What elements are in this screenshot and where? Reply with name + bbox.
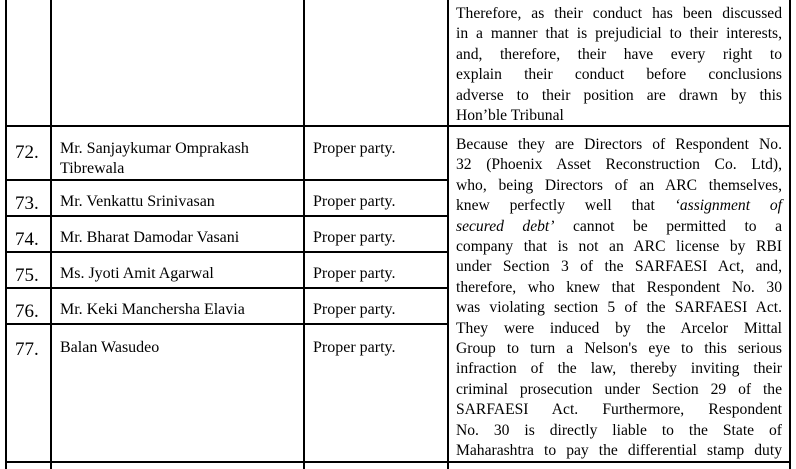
reason-line: under Section 3 of the SARFAESI Act, and, bbox=[456, 258, 782, 276]
reason-line: SARFAESI Act. Furthermore, Respondent bbox=[456, 401, 782, 419]
table-border-left bbox=[5, 0, 7, 469]
top-reason-cell bbox=[456, 4, 782, 126]
party-status: Proper party. bbox=[313, 193, 396, 210]
quoted-phrase: secured debt’ bbox=[456, 217, 555, 235]
reason-line: company that is not an ARC license by RBI bbox=[456, 238, 782, 256]
party-status: Proper party. bbox=[313, 339, 396, 356]
reason-line-with-quote bbox=[456, 196, 782, 216]
column-divider-name bbox=[303, 0, 305, 469]
reason-line: Therefore, as their conduct has been discussed bbox=[456, 5, 782, 22]
reason-line: and, therefore, their have every right to bbox=[456, 45, 782, 63]
reason-line: 32 (Phoenix Asset Reconstruction Co. Ltd), bbox=[456, 156, 782, 174]
reason-text: knew perfectly well that bbox=[456, 197, 655, 215]
party-name: Mr. Sanjaykumar Omprakash bbox=[60, 140, 249, 157]
row-number: 75. bbox=[15, 265, 39, 286]
bottom-reason-cell bbox=[456, 135, 782, 462]
reason-line-with-quote bbox=[456, 217, 782, 237]
row-number: 77. bbox=[15, 339, 39, 360]
reason-line: Hon’ble Tribunal bbox=[456, 107, 564, 125]
reason-line: Maharashtra to pay the differential stamp duty bbox=[456, 442, 782, 460]
row-divider bbox=[5, 179, 449, 181]
row-number: 74. bbox=[15, 229, 39, 250]
party-status: Proper party. bbox=[313, 265, 396, 282]
reason-text: cannot be permitted to a bbox=[572, 217, 783, 235]
reason-line: in a manner that is prejudicial to their interests, bbox=[456, 25, 782, 43]
reason-line: explain their conduct before conclusions bbox=[456, 66, 782, 84]
column-divider-number bbox=[50, 0, 52, 469]
reason-line: therefore, who knew that Respondent No. 30 bbox=[456, 278, 782, 296]
reason-line: who, being Directors of an ARC themselves, bbox=[456, 176, 782, 194]
row-divider bbox=[5, 251, 449, 253]
reason-line: Group to turn a Nelson's eye to this serious bbox=[456, 340, 782, 358]
row-number: 73. bbox=[15, 193, 39, 214]
quoted-phrase: ‘assignment of bbox=[674, 197, 782, 215]
row-number: 76. bbox=[15, 301, 39, 322]
reason-line: Because they are Directors of Respondent No. bbox=[456, 136, 782, 153]
row-divider bbox=[5, 215, 449, 217]
party-name: Mr. Keki Manchersha Elavia bbox=[60, 301, 245, 318]
column-divider-status bbox=[447, 0, 449, 469]
reason-line: They were induced by the Arcelor Mittal bbox=[456, 319, 782, 337]
party-name-continued: Tibrewala bbox=[60, 160, 125, 177]
party-status: Proper party. bbox=[313, 301, 396, 318]
party-status: Proper party. bbox=[313, 229, 396, 246]
reason-line: No. 30 is directly liable to the State of bbox=[456, 421, 782, 439]
row-divider bbox=[5, 287, 449, 289]
party-status: Proper party. bbox=[313, 140, 396, 157]
reason-line: was violating section 5 of the SARFAESI Act. bbox=[456, 299, 782, 317]
table-border-right bbox=[789, 0, 791, 469]
reason-line: infraction of the law, thereby inviting their bbox=[456, 360, 782, 378]
row-number: 72. bbox=[15, 142, 39, 163]
party-name: Mr. Bharat Damodar Vasani bbox=[60, 229, 240, 246]
row-divider bbox=[5, 323, 449, 325]
party-name: Mr. Venkattu Srinivasan bbox=[60, 193, 215, 210]
party-name: Ms. Jyoti Amit Agarwal bbox=[60, 265, 214, 282]
reason-line: adverse to their position are drawn by this bbox=[456, 86, 782, 104]
party-name: Balan Wasudeo bbox=[60, 339, 160, 356]
reason-line: criminal prosecution under Section 29 of the bbox=[456, 380, 782, 398]
